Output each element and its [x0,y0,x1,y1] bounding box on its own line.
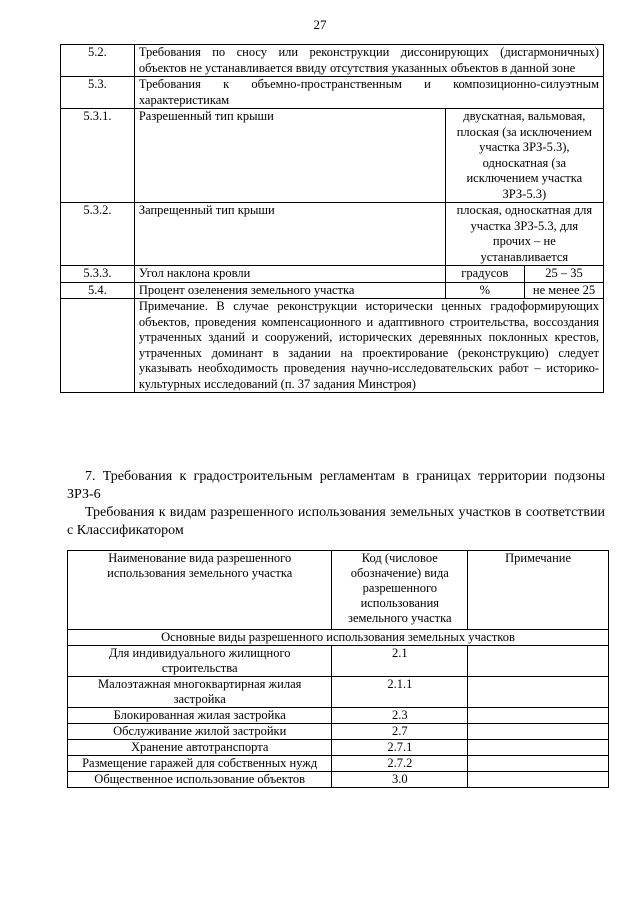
use-code: 3.0 [332,772,468,788]
table-row [61,266,604,283]
page-number: 27 [313,17,327,32]
table-row [68,646,609,677]
table-note: Примечание. В случае реконструкции исторически ценных градоформирующих объектов, проведения компенсационного и адаптивного строительства, воссоздания утраченных зданий и сооружений, исторических деревянных поклонных крестов, утраченных доминант в задании на проектирование (реконструкцию) следует указывать необходимость проведения научно-исследовательских работ – историко-культурных исследований (п. 37 задания Минстроя) [134,299,603,393]
table-row [68,724,609,740]
row-number: 5.3. [61,77,135,109]
section-subheading: Требования к видам разрешенного использования земельных участков в соответствии с Классификатором [67,505,605,538]
use-note [468,646,609,677]
use-note [468,756,609,772]
table-header-row [68,551,609,630]
group-title: Основные виды разрешенного использования земельных участков [68,630,609,646]
parameter-value: двускатная, вальмовая, плоская (за исключением участка ЗРЗ-5.3), односкатная (за исключением участка ЗРЗ-5.3) [445,109,603,203]
row-number: 5.3.3. [61,266,135,283]
row-number: 5.2. [61,45,135,77]
use-code: 2.7.2 [332,756,468,772]
parameter-value: не менее 25 [525,282,604,299]
use-name: Хранение автотранспорта [68,740,332,756]
requirement-text: Требования к объемно-пространственным и композиционно-силуэтным характеристикам [134,77,603,109]
use-code: 2.7.1 [332,740,468,756]
requirement-text: Требования по сносу или реконструкции диссонирующих (дисгармоничных) объектов не устанавливается ввиду отсутствия указанных объектов в данной зоне [134,45,603,77]
parameter-value: плоская, односкатная для участка ЗРЗ-5.3, для прочих – не устанавливается [445,203,603,266]
column-header-code: Код (числовое обозначение) вида разрешенного использования земельного участка [332,551,468,630]
table-row [61,45,604,77]
table-row [61,299,604,393]
section-heading: 7. Требования к градостроительным регламентам в границах территории подзоны ЗРЗ-6 [67,469,605,502]
parameter-label: Запрещенный тип крыши [134,203,445,266]
table-row [61,282,604,299]
use-note [468,724,609,740]
use-note [468,708,609,724]
use-name: Малоэтажная многоквартирная жилая застройка [68,677,332,708]
use-note [468,677,609,708]
use-name: Размещение гаражей для собственных нужд [68,756,332,772]
use-name: Блокированная жилая застройка [68,708,332,724]
table-row [61,77,604,109]
table-group-row [68,630,609,646]
table-row [68,708,609,724]
table-row [68,740,609,756]
use-note [468,740,609,756]
use-name: Обслуживание жилой застройки [68,724,332,740]
parameter-label: Процент озеленения земельного участка [134,282,445,299]
parameter-label: Угол наклона кровли [134,266,445,283]
table-row [68,677,609,708]
land-use-types-table [67,550,609,788]
empty-cell [61,299,135,393]
parameter-unit: % [445,282,524,299]
column-header-name: Наименование вида разрешенного использования земельного участка [68,551,332,630]
parameter-value: 25 – 35 [525,266,604,283]
table-row [68,772,609,788]
row-number: 5.3.2. [61,203,135,266]
use-note [468,772,609,788]
parameter-unit: градусов [445,266,524,283]
use-name: Общественное использование объектов [68,772,332,788]
use-code: 2.1.1 [332,677,468,708]
use-code: 2.7 [332,724,468,740]
use-code: 2.3 [332,708,468,724]
use-code: 2.1 [332,646,468,677]
row-number: 5.3.1. [61,109,135,203]
table-row [61,203,604,266]
column-header-note: Примечание [468,551,609,630]
parameter-label: Разрешенный тип крыши [134,109,445,203]
use-name: Для индивидуального жилищного строительства [68,646,332,677]
zone-requirements-table [60,44,604,393]
table-row [68,756,609,772]
table-row [61,109,604,203]
row-number: 5.4. [61,282,135,299]
